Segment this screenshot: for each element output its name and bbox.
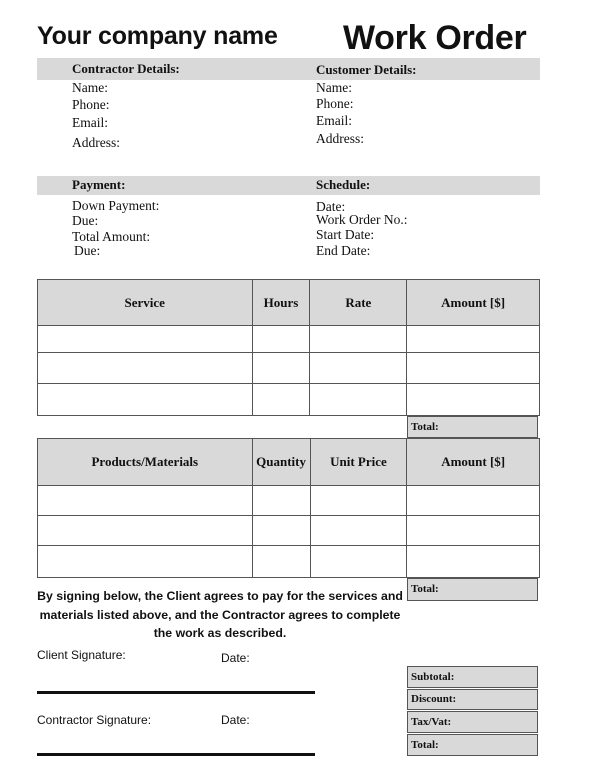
subtotal-label: Subtotal: bbox=[407, 666, 538, 688]
hours-cell[interactable] bbox=[252, 384, 310, 416]
agreement-text: By signing below, the Client agrees to pay for the services and materials listed above, and the Contractor agrees to complete the work as described. bbox=[37, 589, 403, 640]
materials-total-label: Total: bbox=[407, 578, 538, 601]
product-cell[interactable] bbox=[38, 486, 253, 516]
unit-price-cell[interactable] bbox=[310, 516, 407, 546]
table-row bbox=[38, 486, 540, 516]
unit-price-cell[interactable] bbox=[310, 546, 407, 578]
quantity-cell[interactable] bbox=[252, 486, 310, 516]
customer-phone-label: Phone: bbox=[316, 96, 354, 111]
table-row bbox=[38, 353, 540, 384]
customer-heading: Customer Details: bbox=[316, 62, 417, 77]
table-row bbox=[38, 546, 540, 578]
rate-cell[interactable] bbox=[310, 384, 407, 416]
end-date-label: End Date: bbox=[316, 243, 371, 258]
down-payment-label: Down Payment: bbox=[72, 198, 160, 213]
discount-label: Discount: bbox=[407, 689, 538, 710]
amount-cell[interactable] bbox=[407, 384, 540, 416]
unit-price-cell[interactable] bbox=[310, 486, 407, 516]
amount-column-header: Amount [$] bbox=[407, 439, 540, 486]
schedule-heading: Schedule: bbox=[316, 177, 371, 192]
amount-cell[interactable] bbox=[407, 353, 540, 384]
contractor-heading: Contractor Details: bbox=[72, 61, 180, 76]
tax-vat-label: Tax/Vat: bbox=[407, 711, 538, 733]
client-signature-line[interactable] bbox=[37, 691, 315, 694]
company-name: Your company name bbox=[37, 22, 278, 50]
amount-column-header: Amount [$] bbox=[407, 280, 540, 326]
contractor-signature-label: Contractor Signature: bbox=[37, 713, 152, 727]
product-cell[interactable] bbox=[38, 546, 253, 578]
customer-email-label: Email: bbox=[316, 113, 352, 128]
services-table bbox=[37, 279, 540, 416]
products-column-header: Products/Materials bbox=[38, 439, 253, 486]
quantity-column-header: Quantity bbox=[252, 439, 310, 486]
hours-column-header: Hours bbox=[252, 280, 310, 326]
contractor-email-label: Email: bbox=[72, 115, 108, 130]
amount-cell[interactable] bbox=[407, 486, 540, 516]
customer-address-label: Address: bbox=[316, 131, 364, 146]
amount-cell[interactable] bbox=[407, 546, 540, 578]
table-row bbox=[38, 516, 540, 546]
client-date-label: Date: bbox=[221, 651, 250, 665]
hours-cell[interactable] bbox=[252, 353, 310, 384]
service-cell[interactable] bbox=[38, 384, 253, 416]
quantity-cell[interactable] bbox=[252, 546, 310, 578]
document-title: Work Order bbox=[343, 19, 527, 57]
unit-price-column-header: Unit Price bbox=[310, 439, 407, 486]
contractor-signature-line[interactable] bbox=[37, 753, 315, 756]
service-column-header: Service bbox=[38, 280, 253, 326]
total-amount-due-label: Due: bbox=[74, 243, 101, 258]
service-cell[interactable] bbox=[38, 326, 253, 353]
service-cell[interactable] bbox=[38, 353, 253, 384]
table-row bbox=[38, 384, 540, 416]
rate-cell[interactable] bbox=[310, 353, 407, 384]
rate-cell[interactable] bbox=[310, 326, 407, 353]
product-cell[interactable] bbox=[38, 516, 253, 546]
down-payment-due-label: Due: bbox=[72, 213, 99, 228]
contractor-name-label: Name: bbox=[72, 80, 108, 95]
client-signature-label: Client Signature: bbox=[37, 648, 126, 662]
schedule-date-label: Date: bbox=[316, 199, 346, 214]
amount-cell[interactable] bbox=[407, 516, 540, 546]
rate-column-header: Rate bbox=[310, 280, 407, 326]
contractor-date-label: Date: bbox=[221, 713, 250, 727]
services-total-label: Total: bbox=[407, 416, 538, 438]
total-amount-label: Total Amount: bbox=[72, 229, 151, 244]
contractor-address-label: Address: bbox=[72, 135, 120, 150]
grand-total-label: Total: bbox=[407, 734, 538, 756]
quantity-cell[interactable] bbox=[252, 516, 310, 546]
table-row bbox=[38, 326, 540, 353]
amount-cell[interactable] bbox=[407, 326, 540, 353]
materials-table bbox=[37, 438, 540, 578]
contractor-phone-label: Phone: bbox=[72, 97, 110, 112]
start-date-label: Start Date: bbox=[316, 227, 375, 242]
payment-heading: Payment: bbox=[72, 177, 126, 192]
hours-cell[interactable] bbox=[252, 326, 310, 353]
customer-name-label: Name: bbox=[316, 80, 352, 95]
work-order-number-label: Work Order No.: bbox=[316, 212, 408, 227]
